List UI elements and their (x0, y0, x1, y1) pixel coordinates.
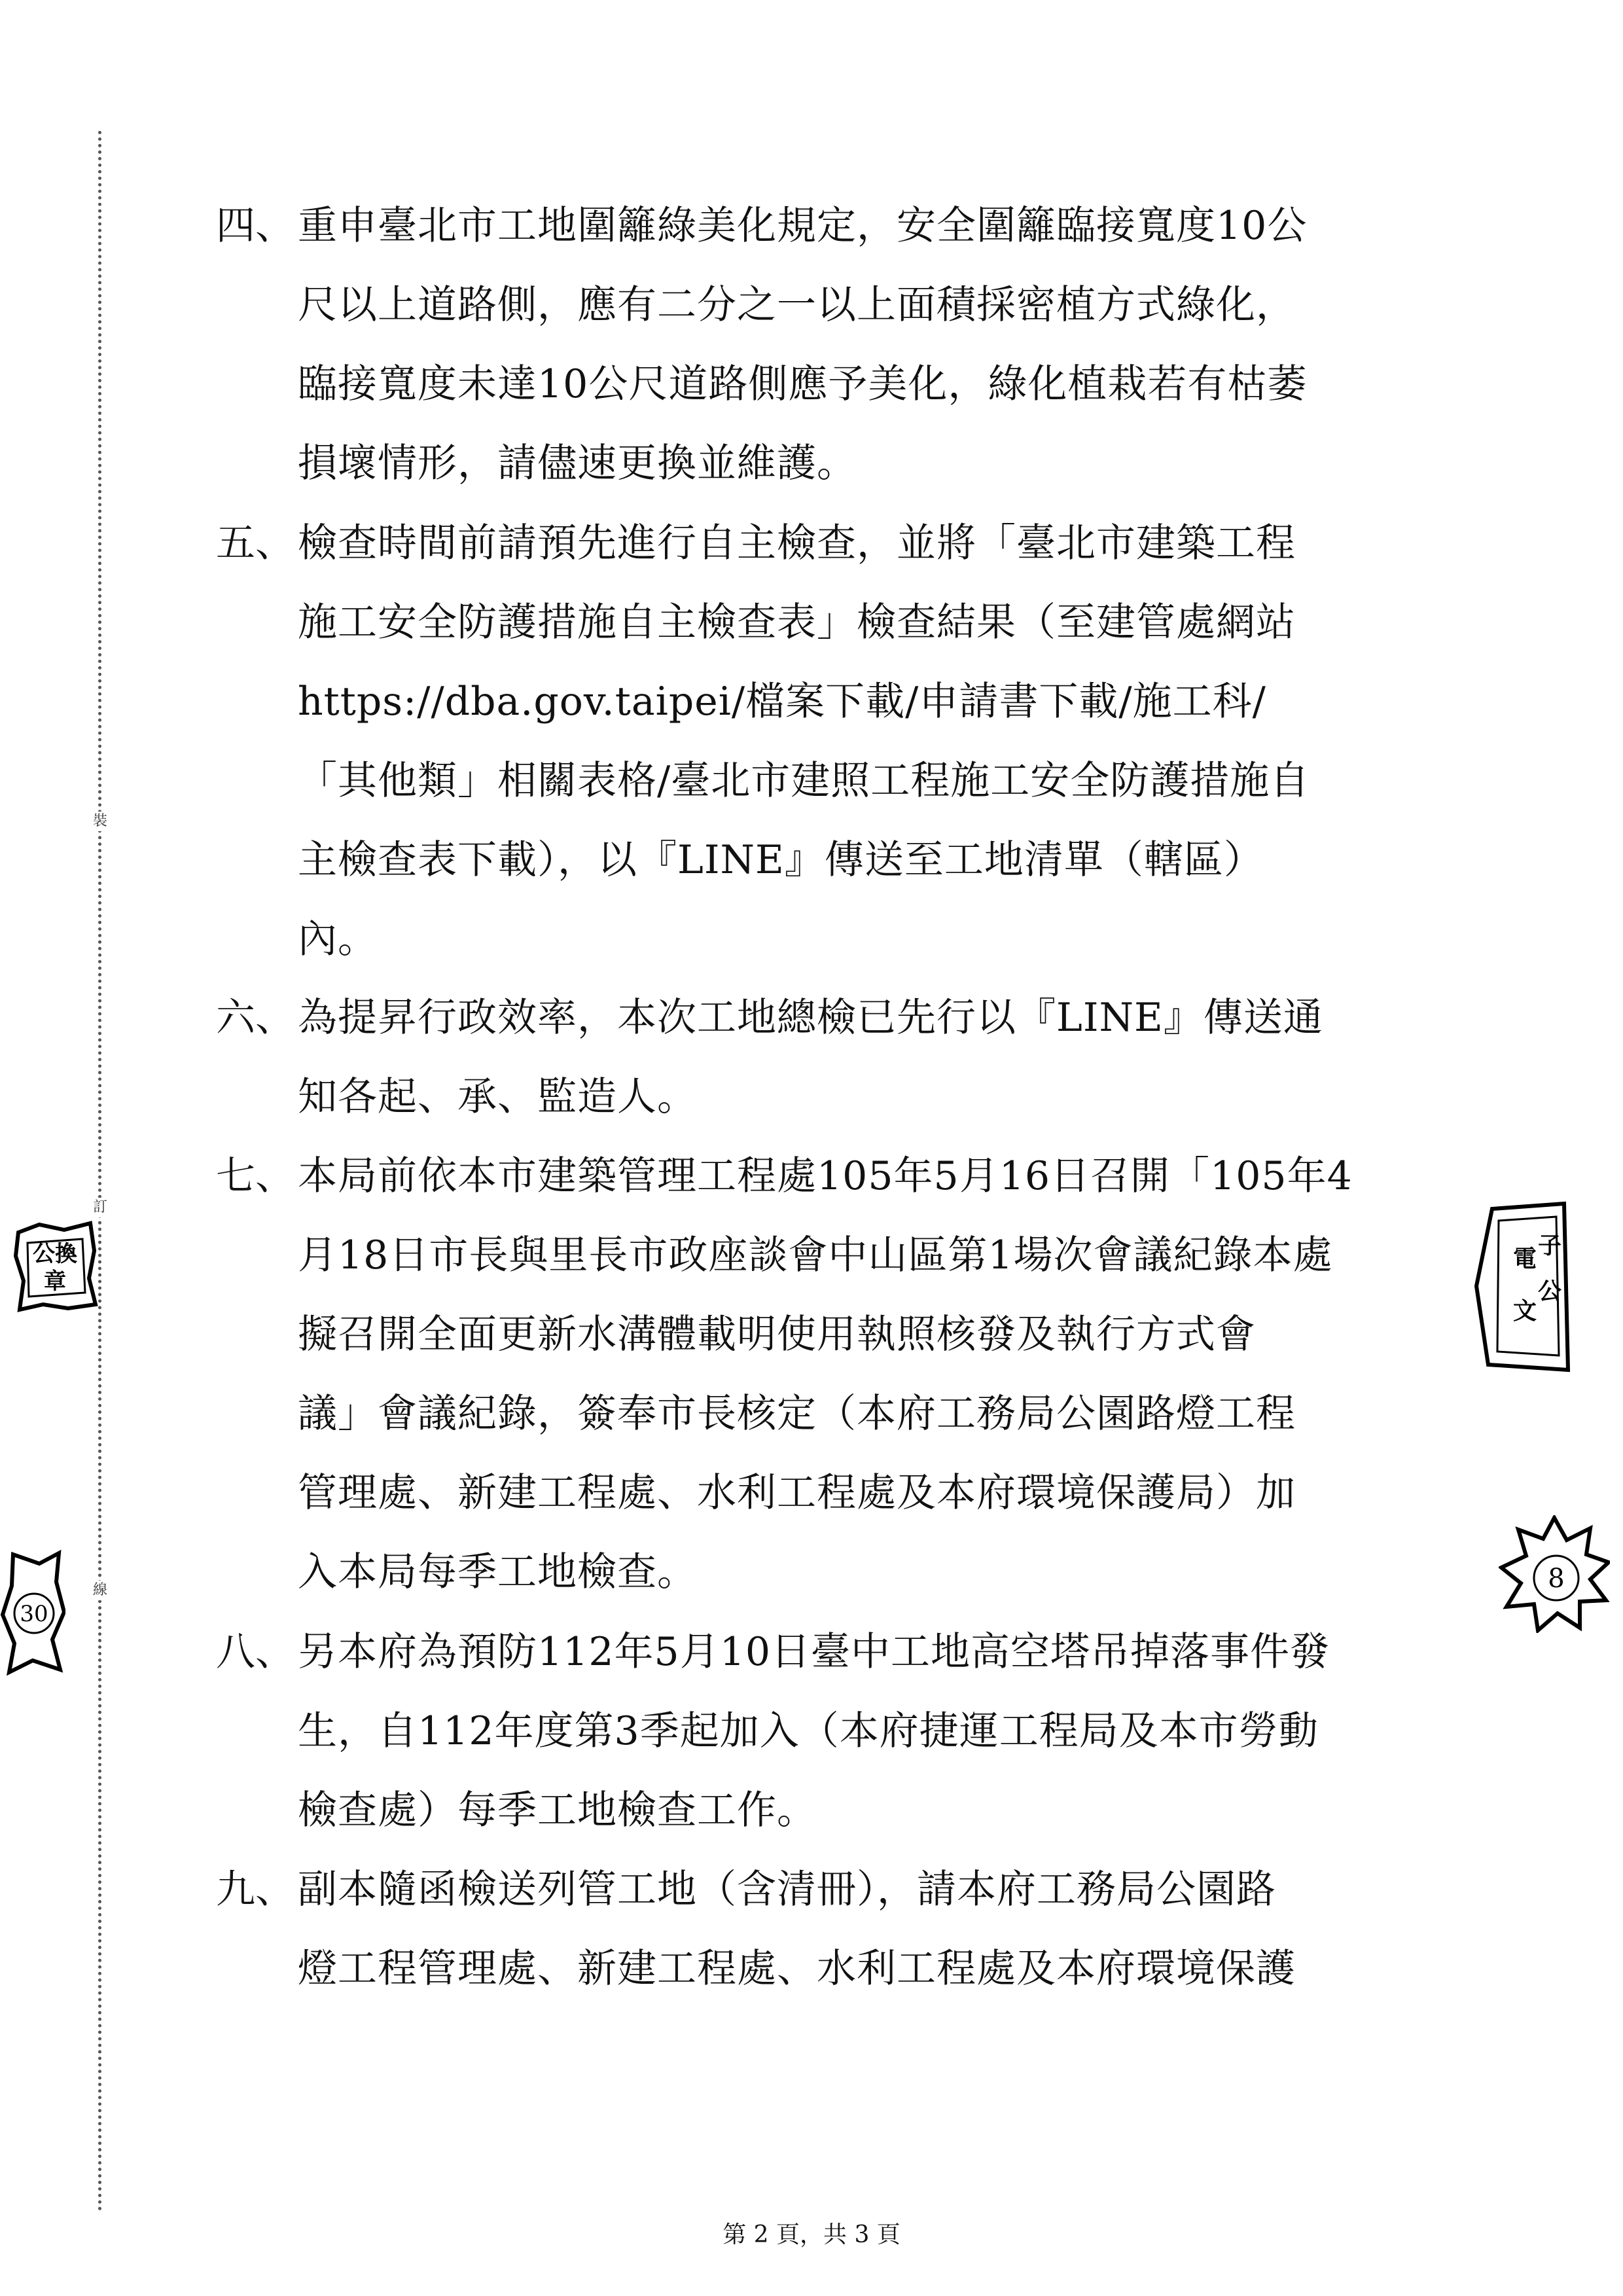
item-number: 七、 (216, 1153, 294, 1199)
binding-mark-ding: 訂 (90, 1198, 110, 1217)
binding-mark-zhuang: 裝 (90, 812, 110, 831)
item-number: 五、 (216, 520, 294, 566)
website-url-line: https://dba.gov.taipei/檔案下載/申請書下載/施工科/ (298, 679, 1266, 725)
seal-stamp-icon (1472, 1201, 1571, 1374)
paragraph-line: 本局前依本市建築管理工程處105年5月16日召開「105年4 (298, 1153, 1353, 1199)
paragraph-item-4 (216, 187, 1459, 503)
paragraph-line: 尺以上道路側，應有二分之一以上面積採密植方式綠化， (298, 282, 1296, 328)
paragraph-line: 施工安全防護措施自主檢查表」檢查結果（至建管處網站 (298, 600, 1296, 645)
paragraph-line: 損壞情形，請儘速更換並維護。 (298, 440, 857, 486)
binding-mark-xian: 線 (90, 1581, 110, 1600)
paragraph-line: 擬召開全面更新水溝體載明使用執照核發及執行方式會 (298, 1312, 1256, 1357)
seal-stamp-icon (0, 1548, 65, 1676)
paragraph-item-9 (216, 1850, 1459, 2009)
paragraph-item-7 (216, 1137, 1459, 1612)
paragraph-line: 生，自112年度第3季起加入（本府捷運工程局及本市勞動 (298, 1708, 1319, 1754)
item-number: 六、 (216, 995, 294, 1041)
paragraph-line: 議」會議紀錄，簽奉市長核定（本府工務局公園路燈工程 (298, 1391, 1296, 1437)
paragraph-line: 入本局每季工地檢查。 (298, 1549, 697, 1595)
paragraph-line: 管理處、新建工程處、水利工程處及本府環境保護局）加 (298, 1470, 1296, 1516)
paragraph-line: 另本府為預防112年5月10日臺中工地高空塔吊掉落事件發 (298, 1629, 1330, 1675)
paragraph-item-8 (216, 1613, 1459, 1850)
seal-stamp-icon (1499, 1515, 1610, 1633)
paragraph-line: 臨接寬度未達10公尺道路側應予美化，綠化植栽若有枯萎 (298, 361, 1308, 407)
svg-text:文: 文 (1513, 1297, 1537, 1325)
svg-text:30: 30 (20, 1601, 48, 1627)
svg-text:公換: 公換 (33, 1241, 77, 1267)
paragraph-line: 月18日市長與里長市政座談會中山區第1場次會議紀錄本處 (298, 1232, 1333, 1278)
paragraph-line: 檢查處）每季工地檢查工作。 (298, 1787, 817, 1833)
item-number: 四、 (216, 203, 294, 249)
paragraph-item-5 (216, 504, 1459, 979)
paragraph-line: 副本隨函檢送列管工地（含清冊），請本府工務局公園路 (298, 1867, 1276, 1912)
svg-text:公: 公 (1538, 1278, 1562, 1305)
page-number-footer: 第 2 頁，共 3 頁 (722, 2221, 901, 2248)
paragraph-line: 為提昇行政效率，本次工地總檢已先行以『LINE』傳送通 (298, 995, 1323, 1041)
paragraph-line: 內。 (298, 916, 378, 962)
svg-text:電: 電 (1513, 1245, 1537, 1272)
paragraph-line: 「其他類」相關表格/臺北市建照工程施工安全防護措施自 (298, 758, 1310, 804)
item-number: 九、 (216, 1867, 294, 1912)
svg-text:章: 章 (44, 1268, 66, 1295)
seal-stamp-icon (13, 1221, 98, 1312)
paragraph-line: 知各起、承、監造人。 (298, 1074, 697, 1120)
svg-text:8: 8 (1548, 1564, 1565, 1594)
item-number: 八、 (216, 1629, 294, 1675)
paragraph-line: 主檢查表下載），以『LINE』傳送至工地清單（轄區） (298, 837, 1264, 883)
paragraph-item-6 (216, 978, 1459, 1137)
svg-text:子: 子 (1538, 1232, 1562, 1259)
paragraph-line: 檢查時間前請預先進行自主檢查，並將「臺北市建築工程 (298, 520, 1296, 566)
paragraph-line: 燈工程管理處、新建工程處、水利工程處及本府環境保護 (298, 1946, 1296, 1992)
paragraph-line: 重申臺北市工地圍籬綠美化規定，安全圍籬臨接寬度10公 (298, 203, 1308, 249)
